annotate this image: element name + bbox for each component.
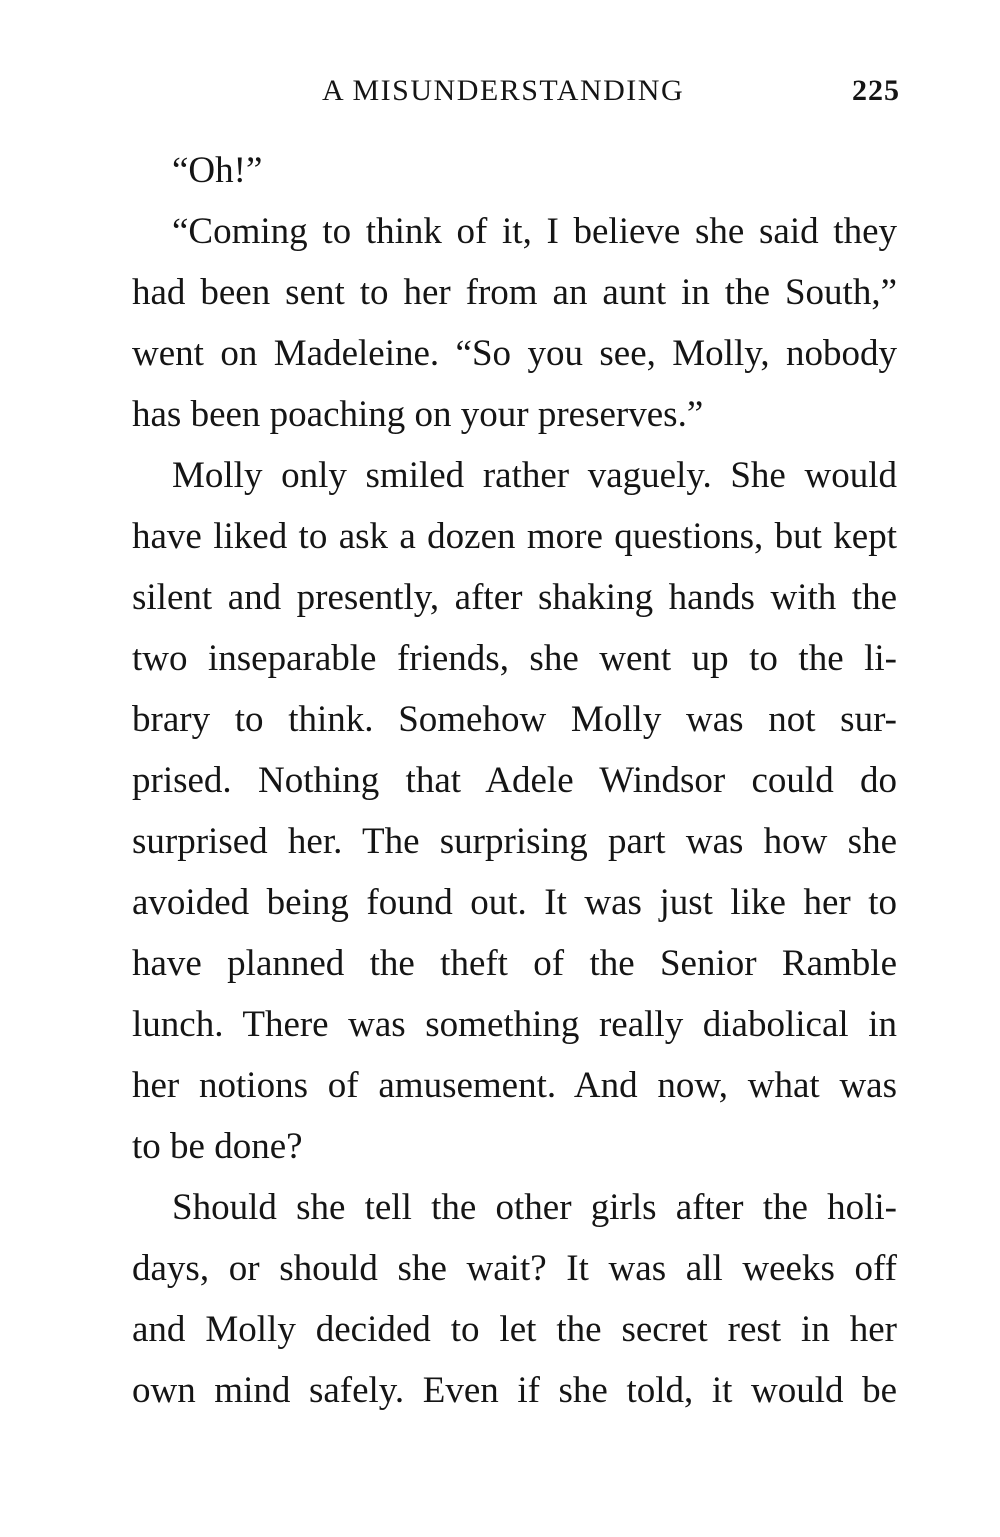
text-line: avoided being found out. It was just like her to bbox=[132, 882, 897, 923]
text-line: own mind safely. Even if she told, it would be bbox=[132, 1370, 897, 1411]
text-line: have planned the theft of the Senior Ramble bbox=[132, 943, 897, 984]
text-line: “Coming to think of it, I believe she said they bbox=[172, 211, 897, 252]
text-line: Molly only smiled rather vaguely. She would bbox=[172, 455, 897, 496]
text-line: her notions of amusement. And now, what was bbox=[132, 1065, 897, 1106]
text-line: silent and presently, after shaking hands with the bbox=[132, 577, 897, 618]
text-line: brary to think. Somehow Molly was not sur- bbox=[132, 699, 897, 740]
text-line: surprised her. The surprising part was how she bbox=[132, 821, 897, 862]
text-line: prised. Nothing that Adele Windsor could do bbox=[132, 760, 897, 801]
chapter-title: A MISUNDERSTANDING bbox=[322, 74, 685, 107]
body-text bbox=[132, 140, 897, 1421]
text-line: have liked to ask a dozen more questions, but kept bbox=[132, 516, 897, 557]
text-line: “Oh!” bbox=[172, 150, 263, 191]
text-line: had been sent to her from an aunt in the South,” bbox=[132, 272, 897, 313]
text-line: Should she tell the other girls after the holi- bbox=[172, 1187, 897, 1228]
text-line: went on Madeleine. “So you see, Molly, nobody bbox=[132, 333, 897, 374]
page-number: 225 bbox=[852, 74, 900, 107]
running-header bbox=[0, 74, 1000, 114]
text-line: lunch. There was something really diabolical in bbox=[132, 1004, 897, 1045]
text-line: and Molly decided to let the secret rest in her bbox=[132, 1309, 897, 1350]
text-line: to be done? bbox=[132, 1126, 303, 1167]
text-line: days, or should she wait? It was all weeks off bbox=[132, 1248, 897, 1289]
text-line: has been poaching on your preserves.” bbox=[132, 394, 704, 435]
text-line: two inseparable friends, she went up to the li- bbox=[132, 638, 897, 679]
